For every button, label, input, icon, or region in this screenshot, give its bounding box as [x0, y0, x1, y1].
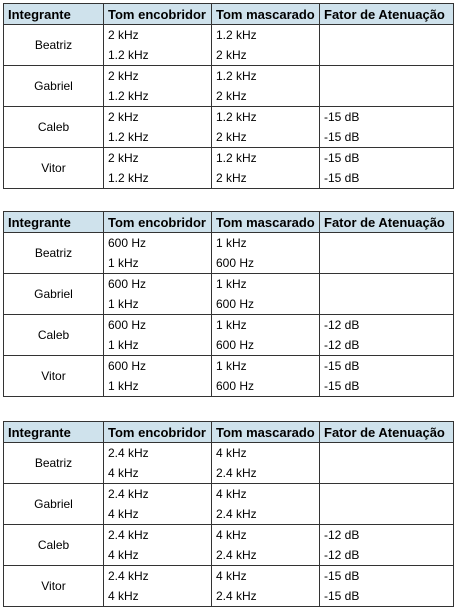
masker-tone: 2.4 kHz	[104, 525, 212, 546]
masked-tone: 1.2 kHz	[212, 107, 320, 128]
attenuation-factor: -15 dB	[320, 148, 454, 169]
header-tom-mascarado: Tom mascarado	[212, 212, 320, 233]
attenuation-factor: -15 dB	[320, 168, 454, 189]
table-row	[4, 107, 454, 128]
member-name: Beatriz	[4, 25, 104, 66]
masker-tone: 2.4 kHz	[104, 443, 212, 464]
masked-tone: 2.4 kHz	[212, 463, 320, 484]
table-row	[4, 233, 454, 254]
masker-tone: 2.4 kHz	[104, 566, 212, 587]
masker-tone: 2.4 kHz	[104, 484, 212, 505]
masked-tone: 600 Hz	[212, 335, 320, 356]
masking-table-3	[3, 421, 454, 607]
masker-tone: 600 Hz	[104, 233, 212, 254]
attenuation-factor: -15 dB	[320, 356, 454, 377]
masked-tone: 2.4 kHz	[212, 586, 320, 607]
attenuation-factor	[320, 86, 454, 107]
table-row	[4, 356, 454, 377]
masked-tone: 2.4 kHz	[212, 545, 320, 566]
masker-tone: 2 kHz	[104, 66, 212, 87]
masker-tone: 600 Hz	[104, 356, 212, 377]
masked-tone: 1.2 kHz	[212, 25, 320, 46]
header-fator-atenuacao: Fator de Atenuação	[320, 4, 454, 25]
attenuation-factor: -15 dB	[320, 376, 454, 397]
masker-tone: 600 Hz	[104, 315, 212, 336]
masker-tone: 1.2 kHz	[104, 127, 212, 148]
member-name: Vitor	[4, 566, 104, 607]
masked-tone: 2.4 kHz	[212, 504, 320, 525]
masking-table-2	[3, 211, 454, 397]
header-integrante: Integrante	[4, 4, 104, 25]
member-name: Vitor	[4, 356, 104, 397]
masker-tone: 2 kHz	[104, 148, 212, 169]
masked-tone: 1 kHz	[212, 233, 320, 254]
masked-tone: 600 Hz	[212, 253, 320, 274]
table-row	[4, 484, 454, 505]
attenuation-factor: -12 dB	[320, 545, 454, 566]
attenuation-factor	[320, 504, 454, 525]
masker-tone: 1.2 kHz	[104, 168, 212, 189]
attenuation-factor: -12 dB	[320, 525, 454, 546]
masking-table-1	[3, 3, 454, 189]
header-tom-encobridor: Tom encobridor	[104, 422, 212, 443]
masked-tone: 600 Hz	[212, 376, 320, 397]
header-integrante: Integrante	[4, 212, 104, 233]
header-tom-encobridor: Tom encobridor	[104, 212, 212, 233]
masker-tone: 4 kHz	[104, 545, 212, 566]
masker-tone: 2 kHz	[104, 107, 212, 128]
masked-tone: 4 kHz	[212, 443, 320, 464]
masked-tone: 600 Hz	[212, 294, 320, 315]
header-row	[4, 422, 454, 443]
attenuation-factor	[320, 463, 454, 484]
table-row	[4, 443, 454, 464]
table-row	[4, 66, 454, 87]
masker-tone: 1 kHz	[104, 335, 212, 356]
header-tom-encobridor: Tom encobridor	[104, 4, 212, 25]
attenuation-factor: -12 dB	[320, 315, 454, 336]
member-name: Gabriel	[4, 66, 104, 107]
table-row	[4, 274, 454, 295]
masker-tone: 1.2 kHz	[104, 45, 212, 66]
masked-tone: 1.2 kHz	[212, 148, 320, 169]
attenuation-factor	[320, 45, 454, 66]
masked-tone: 1 kHz	[212, 356, 320, 377]
masker-tone: 1.2 kHz	[104, 86, 212, 107]
member-name: Gabriel	[4, 484, 104, 525]
member-name: Caleb	[4, 315, 104, 356]
member-name: Caleb	[4, 107, 104, 148]
table-row	[4, 566, 454, 587]
masker-tone: 4 kHz	[104, 504, 212, 525]
member-name: Beatriz	[4, 443, 104, 484]
attenuation-factor: -15 dB	[320, 586, 454, 607]
member-name: Caleb	[4, 525, 104, 566]
masked-tone: 4 kHz	[212, 566, 320, 587]
attenuation-factor: -15 dB	[320, 107, 454, 128]
attenuation-factor: -12 dB	[320, 335, 454, 356]
masked-tone: 4 kHz	[212, 484, 320, 505]
masked-tone: 4 kHz	[212, 525, 320, 546]
attenuation-factor	[320, 294, 454, 315]
masker-tone: 1 kHz	[104, 294, 212, 315]
masker-tone: 1 kHz	[104, 253, 212, 274]
header-row	[4, 212, 454, 233]
member-name: Beatriz	[4, 233, 104, 274]
masker-tone: 1 kHz	[104, 376, 212, 397]
attenuation-factor	[320, 66, 454, 87]
table-row	[4, 525, 454, 546]
member-name: Vitor	[4, 148, 104, 189]
masked-tone: 2 kHz	[212, 127, 320, 148]
masked-tone: 1.2 kHz	[212, 66, 320, 87]
attenuation-factor	[320, 233, 454, 254]
masked-tone: 1 kHz	[212, 315, 320, 336]
masker-tone: 600 Hz	[104, 274, 212, 295]
table-row	[4, 25, 454, 46]
attenuation-factor	[320, 253, 454, 274]
header-integrante: Integrante	[4, 422, 104, 443]
masked-tone: 2 kHz	[212, 45, 320, 66]
attenuation-factor	[320, 274, 454, 295]
header-tom-mascarado: Tom mascarado	[212, 422, 320, 443]
table-row	[4, 315, 454, 336]
attenuation-factor	[320, 484, 454, 505]
attenuation-factor	[320, 443, 454, 464]
attenuation-factor: -15 dB	[320, 566, 454, 587]
header-tom-mascarado: Tom mascarado	[212, 4, 320, 25]
masker-tone: 2 kHz	[104, 25, 212, 46]
masker-tone: 4 kHz	[104, 463, 212, 484]
member-name: Gabriel	[4, 274, 104, 315]
header-fator-atenuacao: Fator de Atenuação	[320, 422, 454, 443]
header-fator-atenuacao: Fator de Atenuação	[320, 212, 454, 233]
masked-tone: 1 kHz	[212, 274, 320, 295]
attenuation-factor	[320, 25, 454, 46]
masked-tone: 2 kHz	[212, 86, 320, 107]
masker-tone: 4 kHz	[104, 586, 212, 607]
header-row	[4, 4, 454, 25]
masked-tone: 2 kHz	[212, 168, 320, 189]
attenuation-factor: -15 dB	[320, 127, 454, 148]
table-row	[4, 148, 454, 169]
